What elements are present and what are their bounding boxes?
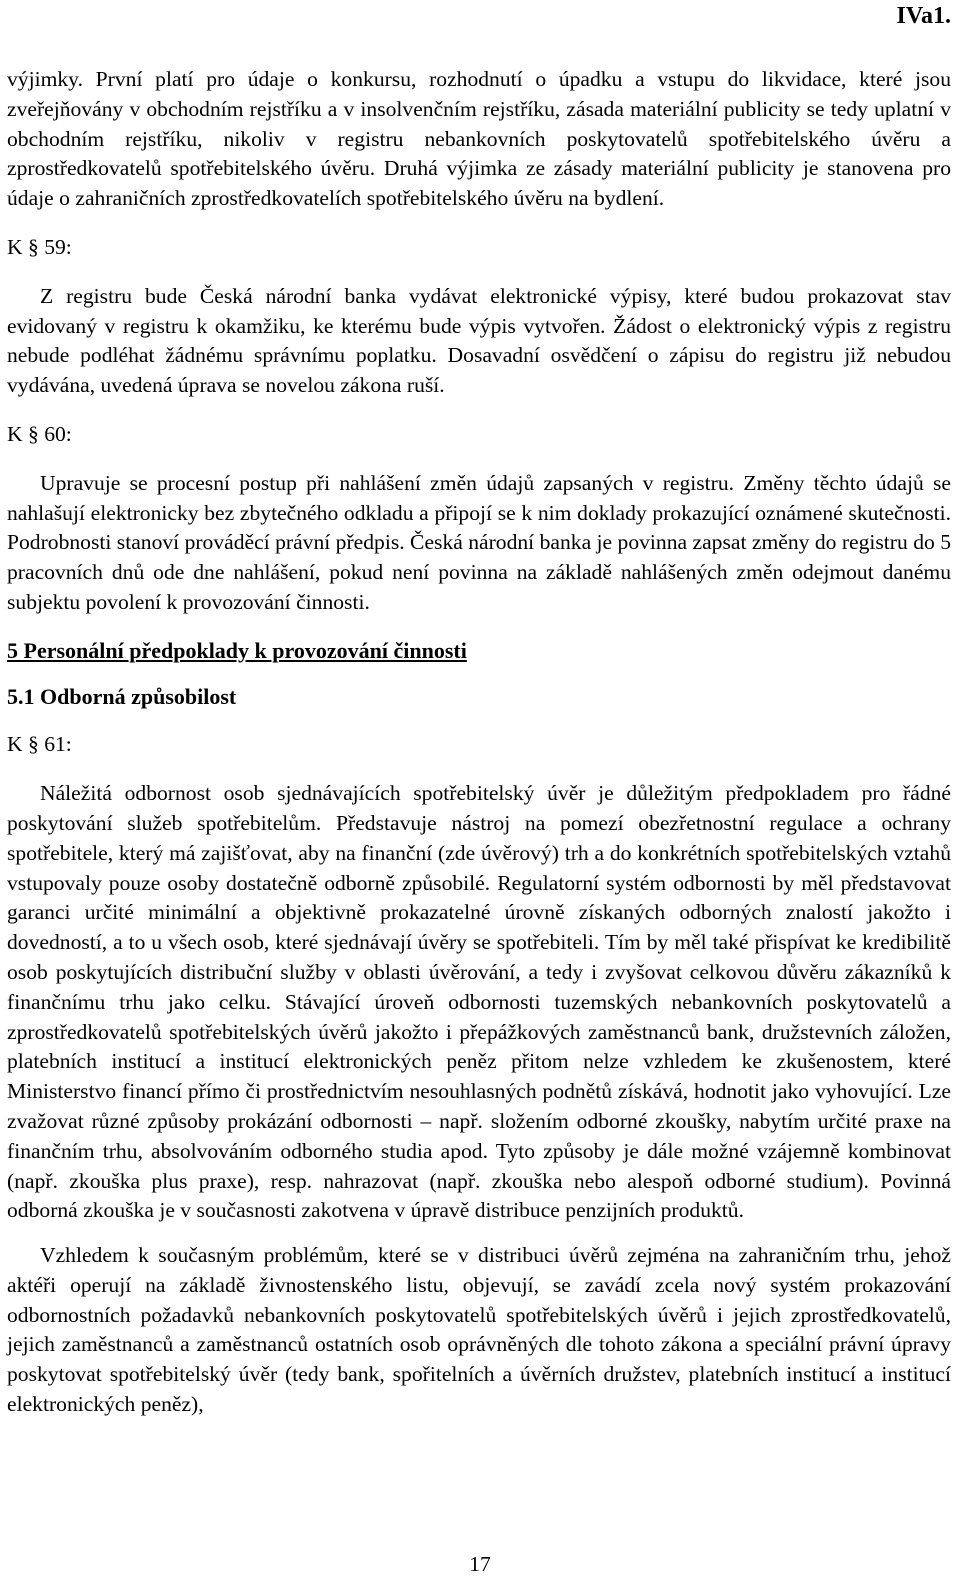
- paragraph-k61: Náležitá odbornost osob sjednávajících spotřebitelský úvěr je důležitým předpokladem pro řádné poskytování služeb spotřebitelům. Představuje nástroj na pomezí obezřetnostní regulace a ochrany spotřebitele, který má zajišťovat, aby na finanční (zde úvěrový) trh a do konkrétních spotřebitelských vztahů vstupovaly pouze osoby dostatečně odborně způsobilé. Regulatorní systém odbornosti by měl představovat garanci určité minimální a objektivně prokazatelné úrovně získaných odborných znalostí jakožto i dovedností, a to u všech osob, které sjednávají úvěry se spotřebiteli. Tím by měl také přispívat ke kredibilitě osob poskytujících distribuční služby v oblasti úvěrování, a tedy i zvyšovat celkovou důvěru zákazníků k finančnímu trhu jako celku. Stávající úroveň odbornosti tuzemských nebankovních poskytovatelů a zprostředkovatelů spotřebitelských úvěrů jakožto i přepážkových zaměstnanců bank, družstevních záložen, platebních institucí a institucí elektronických peněz přitom nelze vzhledem ke zkušenostem, které Ministerstvo financí přímo či prostřednictvím nesouhlasných podnětů získává, hodnotit jako vyhovující. Lze zvažovat různé způsoby prokázání odbornosti – např. složením odborné zkoušky, nabytím určité praxe na finančním trhu, absolvováním odborného studia apod. Tyto způsoby je dále možné vzájemně kombinovat (např. zkouška plus praxe), resp. nahrazovat (např. zkouška nebo alespoň odborné studium). Povinná odborná zkouška je v současnosti zakotvena v úpravě distribuce penzijních produktů.: [7, 781, 951, 1223]
- document-code: IVa1.: [896, 3, 951, 29]
- paragraph-k60: Upravuje se procesní postup při nahlášení změn údajů zapsaných v registru. Změny těchto údajů se nahlašují elektronicky bez zbytečného odkladu a připojí se k nim doklady prokazující oznámené skutečnosti. Podrobnosti stanoví prováděcí právní předpis. Česká národní banka je povinna zapsat změny do registru do 5 pracovních dnů ode dne nahlášení, pokud není povinna na základě nahlášených změn odejmout danému subjektu povolení k provozování činnosti.: [7, 470, 951, 614]
- section-heading-k60: K § 60:: [7, 421, 72, 446]
- document-body: [7, 65, 951, 1420]
- paragraph-gap: [7, 1226, 951, 1241]
- paragraph-k61-continued: Vzhledem k současným problémům, které se v distribuci úvěrů zejména na zahraničním trhu, jehož aktéři operují na základě živnostenského listu, objevují, se zavádí zcela nový systém prokazování odbornostních požadavků nebankovních poskytovatelů spotřebitelských úvěrů i jejich zprostředkovatelů, jejich zaměstnanců a zaměstnanců ostatních osob oprávněných dle tohoto zákona a speciální právní úpravy poskytovat spotřebitelský úvěr (tedy bank, spořitelních a úvěrních družstev, platebních institucí a institucí elektronických peněz),: [7, 1243, 951, 1417]
- section-heading-k61: K § 61:: [7, 732, 72, 757]
- paragraph-k59: Z registru bude Česká národní banka vydávat elektronické výpisy, které budou prokazovat stav evidovaný v registru k okamžiku, ke kterému bude výpis vytvořen. Žádost o elektronický výpis z registru nebude podléhat žádnému správnímu poplatku. Dosavadní osvědčení o zápisu do registru již nebudou vydávána, uvedená úprava se novelou zákona ruší.: [7, 283, 951, 398]
- chapter-heading-5: 5 Personální předpoklady k provozování činnosti: [7, 637, 467, 663]
- section-heading-k59: K § 59:: [7, 234, 72, 259]
- subchapter-heading-5-1: 5.1 Odborná způsobilost: [7, 683, 237, 709]
- page-number: 17: [469, 1552, 491, 1576]
- paragraph-exceptions: výjimky. První platí pro údaje o konkursu, rozhodnutí o úpadku a vstupu do likvidace, které jsou zveřejňovány v obchodním rejstříku a v insolvenčním rejstříku, zásada materiální publicity se tedy uplatní v obchodním rejstříku, nikoliv v registru nebankovních poskytovatelů spotřebitelského úvěru a zprostředkovatelů spotřebitelského úvěru. Druhá výjimka ze zásady materiální publicity je stanovena pro údaje o zahraničních zprostředkovatelích spotřebitelského úvěru na bydlení.: [7, 67, 951, 211]
